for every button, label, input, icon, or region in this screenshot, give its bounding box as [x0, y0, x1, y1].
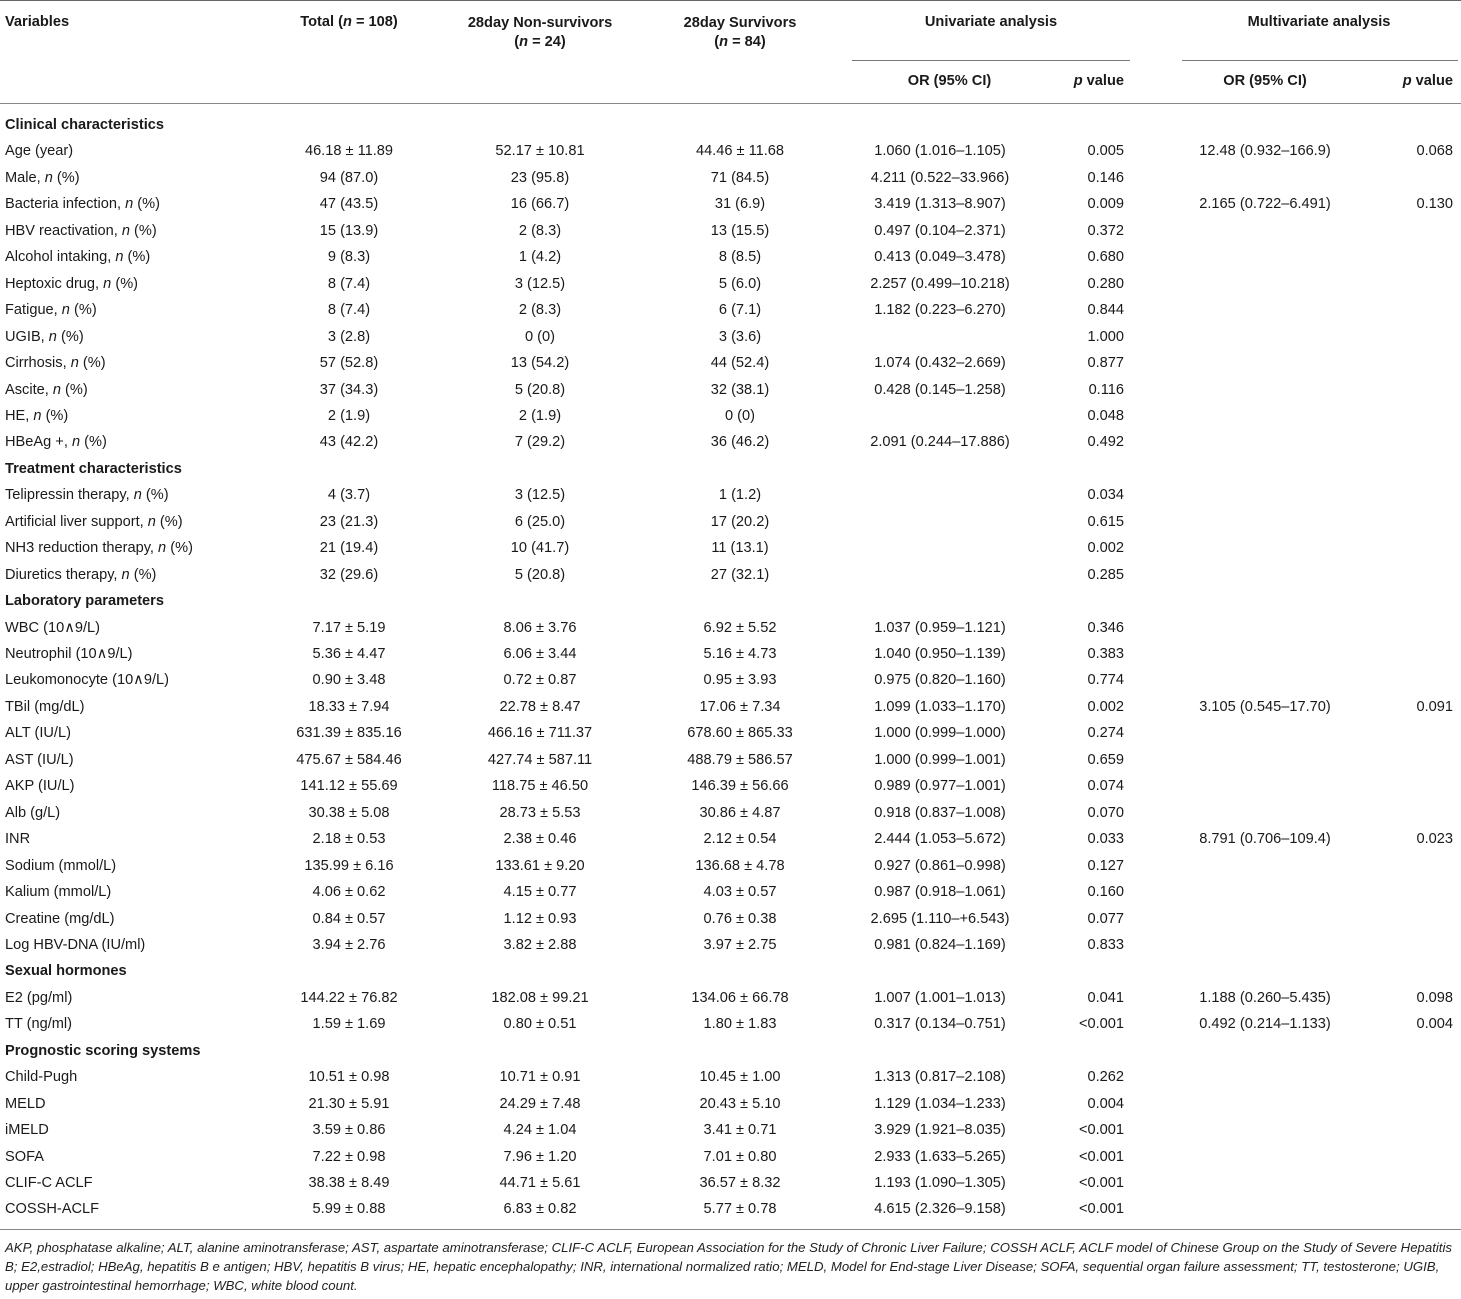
- univariate-p-cell: 0.346: [1087, 619, 1124, 636]
- variable-cell: iMELD: [5, 1122, 49, 1139]
- univariate-or-cell: 1.007 (1.001–1.013): [874, 989, 1006, 1006]
- section-heading: Prognostic scoring systems: [5, 1042, 201, 1059]
- table-footnote: AKP, phosphatase alkaline; ALT, alanine aminotransferase; AST, aspartate aminotransferase; CLIF-C ACLF, European Association for the Study of Chronic Liver Failure; COSSH ACLF, ACLF model of Chinese Group on the Study of Severe Hepatitis B; E2,estradiol; HBeAg, hepatitis B e antigen; HBV, hepatitis B virus; HE, hepatic encephalopathy; INR, international normalized ratio; MELD, Model for End-stage Liver Disease; SOFA, sequential organ failure assessment; TT, testosterone; UGIB, upper gastrointestinal hemorrhage; WBC, white blood count.: [5, 1240, 1452, 1293]
- univariate-p-cell: 0.033: [1087, 831, 1124, 848]
- table-row: [0, 218, 1461, 244]
- survivor-cell: 1.80 ± 1.83: [703, 1016, 777, 1033]
- total-cell: 475.67 ± 584.46: [296, 751, 402, 768]
- survivor-cell: 32 (38.1): [710, 381, 770, 398]
- survivor-cell: 5.77 ± 0.78: [703, 1201, 777, 1218]
- table-row: [0, 377, 1461, 403]
- univariate-or-cell: 1.000 (0.999–1.001): [874, 751, 1006, 768]
- total-cell: 1.59 ± 1.69: [312, 1016, 386, 1033]
- univariate-p-cell: 0.285: [1087, 566, 1124, 583]
- nonsurvivor-cell: 7 (29.2): [514, 434, 566, 451]
- survivor-cell: 8 (8.5): [718, 249, 762, 266]
- variable-cell: TT (ng/ml): [5, 1016, 73, 1033]
- univariate-or-cell: 1.037 (0.959–1.121): [874, 619, 1006, 636]
- nonsurvivor-cell: 44.71 ± 5.61: [499, 1175, 581, 1191]
- variable-cell: Leukomonocyte (10∧9/L): [5, 672, 170, 689]
- header-variables: Variables: [5, 14, 70, 30]
- univariate-p-cell: 0.077: [1087, 910, 1124, 927]
- survivor-cell: 0 (0): [724, 407, 755, 424]
- univariate-p-cell: 0.048: [1087, 407, 1124, 424]
- table-row: [0, 615, 1461, 641]
- survivor-cell: 13 (15.5): [710, 222, 770, 239]
- variable-cell: AST (IU/L): [5, 751, 74, 768]
- univariate-p-cell: 0.160: [1087, 884, 1124, 901]
- table-row: [0, 800, 1461, 826]
- table-header: [0, 0, 1461, 104]
- total-cell: 9 (8.3): [327, 249, 371, 266]
- univariate-p-cell: 0.002: [1087, 698, 1124, 715]
- variable-cell: Bacteria infection, n (%): [5, 196, 160, 213]
- table-row: [0, 906, 1461, 932]
- table-row: [0, 1170, 1461, 1196]
- multivariate-or-cell: 0.492 (0.214–1.133): [1199, 1016, 1331, 1033]
- header-multivariate-p: p value: [1402, 73, 1453, 89]
- header-nonsurvivors-line2: (n = 24): [514, 34, 566, 50]
- variable-cell: Child-Pugh: [5, 1069, 78, 1086]
- variable-cell: MELD: [5, 1095, 46, 1112]
- univariate-or-cell: 3.419 (1.313–8.907): [874, 196, 1006, 213]
- univariate-p-cell: 0.034: [1087, 487, 1124, 504]
- table-row: [0, 1196, 1461, 1222]
- total-cell: 37 (34.3): [319, 381, 379, 398]
- variable-cell: Cirrhosis, n (%): [5, 355, 106, 372]
- total-cell: 46.18 ± 11.89: [304, 143, 394, 160]
- variable-cell: Ascite, n (%): [5, 381, 88, 398]
- survivor-cell: 44 (52.4): [710, 355, 770, 372]
- nonsurvivor-cell: 466.16 ± 711.37: [487, 725, 593, 742]
- univariate-or-cell: 2.257 (0.499–10.218): [870, 275, 1010, 292]
- nonsurvivor-cell: 0.72 ± 0.87: [503, 672, 577, 689]
- table-row: [0, 350, 1461, 376]
- table-row: [0, 667, 1461, 693]
- univariate-p-cell: <0.001: [1078, 1201, 1124, 1218]
- nonsurvivor-cell: 133.61 ± 9.20: [495, 857, 585, 874]
- total-cell: 3.94 ± 2.76: [312, 936, 386, 953]
- total-cell: 57 (52.8): [319, 355, 379, 372]
- nonsurvivor-cell: 2 (8.3): [518, 222, 562, 239]
- variable-cell: HBeAg +, n (%): [5, 434, 107, 451]
- total-cell: 2 (1.9): [327, 407, 371, 424]
- univariate-p-cell: <0.001: [1078, 1016, 1124, 1033]
- variable-cell: ALT (IU/L): [5, 725, 71, 742]
- univariate-p-cell: <0.001: [1078, 1148, 1124, 1165]
- variable-cell: Kalium (mmol/L): [5, 884, 112, 901]
- univariate-p-cell: 0.074: [1087, 778, 1124, 795]
- survivor-cell: 36.57 ± 8.32: [699, 1175, 781, 1191]
- section-heading: Clinical characteristics: [5, 117, 164, 133]
- nonsurvivor-cell: 13 (54.2): [510, 355, 570, 372]
- univariate-or-cell: 2.444 (1.053–5.672): [874, 831, 1006, 848]
- multivariate-or-cell: 3.105 (0.545–17.70): [1199, 698, 1331, 715]
- total-cell: 4.06 ± 0.62: [312, 884, 386, 901]
- nonsurvivor-cell: 6.06 ± 3.44: [503, 646, 577, 662]
- total-cell: 3.59 ± 0.86: [312, 1122, 386, 1139]
- nonsurvivor-cell: 2.38 ± 0.46: [503, 831, 577, 848]
- multivariate-p-cell: 0.023: [1416, 831, 1453, 848]
- table-row: [0, 165, 1461, 191]
- nonsurvivor-cell: 22.78 ± 8.47: [499, 698, 581, 715]
- variable-cell: Neutrophil (10∧9/L): [5, 646, 133, 662]
- total-cell: 135.99 ± 6.16: [304, 857, 394, 874]
- univariate-or-cell: 2.695 (1.110–+6.543): [870, 910, 1010, 927]
- univariate-or-cell: 1.129 (1.034–1.233): [874, 1095, 1006, 1112]
- univariate-p-cell: <0.001: [1078, 1175, 1124, 1191]
- univariate-or-cell: 0.975 (0.820–1.160): [874, 672, 1006, 689]
- variable-cell: COSSH-ACLF: [5, 1201, 100, 1218]
- survivor-cell: 0.95 ± 3.93: [703, 672, 777, 689]
- univariate-p-cell: 1.000: [1087, 328, 1124, 345]
- table-row: [0, 271, 1461, 297]
- total-cell: 4 (3.7): [327, 487, 371, 504]
- variable-cell: Heptoxic drug, n (%): [5, 275, 139, 292]
- univariate-or-cell: 0.428 (0.145–1.258): [874, 381, 1006, 398]
- univariate-p-cell: 0.004: [1087, 1095, 1124, 1112]
- univariate-p-cell: 0.492: [1087, 434, 1124, 451]
- univariate-p-cell: 0.116: [1088, 381, 1124, 398]
- univariate-or-cell: 4.211 (0.522–33.966): [870, 169, 1010, 186]
- total-cell: 47 (43.5): [319, 196, 379, 213]
- table-row: [0, 297, 1461, 323]
- variable-cell: Sodium (mmol/L): [5, 857, 117, 874]
- survivor-cell: 3.41 ± 0.71: [703, 1122, 777, 1139]
- univariate-p-cell: 0.127: [1087, 857, 1124, 874]
- table-row: [0, 747, 1461, 773]
- variable-cell: Male, n (%): [5, 169, 80, 186]
- variable-cell: E2 (pg/ml): [5, 989, 73, 1006]
- variable-cell: INR: [5, 831, 31, 848]
- nonsurvivor-cell: 182.08 ± 99.21: [491, 989, 589, 1006]
- univariate-p-cell: 0.615: [1087, 513, 1124, 530]
- total-cell: 141.12 ± 55.69: [300, 778, 398, 795]
- section-heading: Treatment characteristics: [5, 460, 182, 477]
- nonsurvivor-cell: 4.24 ± 1.04: [503, 1122, 577, 1139]
- survivor-cell: 4.03 ± 0.57: [703, 884, 777, 901]
- total-cell: 2.18 ± 0.53: [312, 831, 386, 848]
- nonsurvivor-cell: 28.73 ± 5.53: [499, 804, 581, 821]
- univariate-p-cell: 0.146: [1087, 169, 1124, 186]
- total-cell: 32 (29.6): [319, 566, 379, 583]
- survivor-cell: 0.76 ± 0.38: [703, 910, 777, 927]
- univariate-p-cell: <0.001: [1078, 1122, 1124, 1139]
- survivor-cell: 30.86 ± 4.87: [699, 804, 781, 821]
- survivor-cell: 20.43 ± 5.10: [699, 1095, 781, 1112]
- multivariate-or-cell: 2.165 (0.722–6.491): [1199, 196, 1331, 213]
- univariate-p-cell: 0.877: [1087, 355, 1124, 372]
- header-multivariate: Multivariate analysis: [1247, 14, 1391, 30]
- header-survivors-line1: 28day Survivors: [683, 15, 797, 31]
- variable-cell: SOFA: [5, 1148, 44, 1165]
- survivor-cell: 17 (20.2): [710, 513, 770, 530]
- survivor-cell: 17.06 ± 7.34: [699, 698, 781, 715]
- table-row: [0, 562, 1461, 588]
- univariate-or-cell: 0.927 (0.861–0.998): [874, 857, 1006, 874]
- total-cell: 0.90 ± 3.48: [312, 672, 386, 689]
- total-cell: 38.38 ± 8.49: [308, 1175, 390, 1191]
- total-cell: 15 (13.9): [319, 222, 379, 239]
- nonsurvivor-cell: 5 (20.8): [514, 381, 566, 398]
- table-row: [0, 482, 1461, 508]
- total-cell: 21 (19.4): [319, 540, 379, 557]
- univariate-or-cell: 1.060 (1.016–1.105): [874, 143, 1006, 160]
- table-row: [0, 694, 1461, 720]
- multivariate-or-cell: 12.48 (0.932–166.9): [1199, 143, 1331, 160]
- nonsurvivor-cell: 52.17 ± 10.81: [495, 143, 585, 160]
- survivor-cell: 31 (6.9): [714, 196, 766, 213]
- nonsurvivor-cell: 10 (41.7): [510, 540, 570, 557]
- univariate-p-cell: 0.774: [1087, 672, 1124, 689]
- survivor-cell: 44.46 ± 11.68: [695, 143, 785, 160]
- nonsurvivor-cell: 5 (20.8): [514, 566, 566, 583]
- table-row: [0, 138, 1461, 164]
- nonsurvivor-cell: 1.12 ± 0.93: [503, 910, 577, 927]
- total-cell: 21.30 ± 5.91: [308, 1095, 390, 1112]
- univariate-p-cell: 0.383: [1087, 646, 1124, 662]
- header-nonsurvivors-line1: 28day Non-survivors: [467, 15, 613, 31]
- nonsurvivor-cell: 3 (12.5): [514, 275, 566, 292]
- univariate-or-cell: 1.313 (0.817–2.108): [874, 1069, 1006, 1086]
- total-cell: 10.51 ± 0.98: [308, 1069, 390, 1086]
- variable-cell: NH3 reduction therapy, n (%): [5, 540, 193, 557]
- univariate-or-cell: 3.929 (1.921–8.035): [874, 1122, 1006, 1139]
- total-cell: 3 (2.8): [327, 328, 371, 345]
- univariate-p-cell: 0.002: [1087, 540, 1124, 557]
- survivor-cell: 146.39 ± 56.66: [691, 778, 789, 795]
- header-total: Total (n = 108): [300, 14, 398, 30]
- nonsurvivor-cell: 6 (25.0): [514, 513, 566, 530]
- univariate-p-cell: 0.070: [1087, 804, 1124, 821]
- survivor-cell: 36 (46.2): [710, 434, 770, 451]
- nonsurvivor-cell: 7.96 ± 1.20: [503, 1148, 577, 1165]
- survivor-cell: 5 (6.0): [718, 275, 762, 292]
- table-row: [0, 853, 1461, 879]
- nonsurvivor-cell: 0.80 ± 0.51: [503, 1016, 577, 1033]
- univariate-or-cell: 1.182 (0.223–6.270): [874, 302, 1006, 319]
- univariate-or-cell: 1.000 (0.999–1.000): [874, 725, 1006, 742]
- univariate-or-cell: 1.099 (1.033–1.170): [874, 698, 1006, 715]
- univariate-or-cell: 0.981 (0.824–1.169): [874, 936, 1006, 953]
- header-univariate-p: p value: [1073, 73, 1124, 89]
- header-bottom-rule: [0, 103, 1461, 104]
- univariate-p-cell: 0.833: [1087, 936, 1124, 953]
- nonsurvivor-cell: 427.74 ± 587.11: [487, 751, 593, 768]
- variable-cell: UGIB, n (%): [5, 328, 84, 345]
- total-cell: 5.99 ± 0.88: [312, 1201, 386, 1218]
- header-survivors-line2: (n = 84): [714, 34, 766, 50]
- nonsurvivor-cell: 118.75 ± 46.50: [491, 778, 589, 795]
- header-survivors: [640, 14, 840, 52]
- total-cell: 43 (42.2): [319, 434, 379, 451]
- nonsurvivor-cell: 24.29 ± 7.48: [499, 1095, 581, 1112]
- survivor-cell: 1 (1.2): [718, 487, 762, 504]
- multivariate-p-cell: 0.091: [1416, 698, 1453, 715]
- multivariate-underline: [1182, 60, 1458, 61]
- univariate-p-cell: 0.680: [1087, 249, 1124, 266]
- survivor-cell: 678.60 ± 865.33: [687, 725, 793, 742]
- univariate-or-cell: 2.091 (0.244–17.886): [870, 434, 1010, 451]
- nonsurvivor-cell: 1 (4.2): [518, 249, 562, 266]
- multivariate-or-cell: 8.791 (0.706–109.4): [1199, 831, 1331, 848]
- header-multivariate-or: OR (95% CI): [1223, 73, 1307, 89]
- survivor-cell: 6 (7.1): [718, 302, 762, 319]
- univariate-or-cell: 1.040 (0.950–1.139): [874, 646, 1006, 662]
- univariate-p-cell: 0.041: [1087, 989, 1124, 1006]
- total-cell: 94 (87.0): [319, 169, 379, 186]
- variable-cell: Fatigue, n (%): [5, 302, 97, 319]
- nonsurvivor-cell: 6.83 ± 0.82: [503, 1201, 577, 1218]
- total-cell: 144.22 ± 76.82: [300, 989, 398, 1006]
- univariate-p-cell: 0.009: [1087, 196, 1124, 213]
- table-row: [0, 1144, 1461, 1170]
- variable-cell: Artificial liver support, n (%): [5, 513, 183, 530]
- univariate-or-cell: 0.497 (0.104–2.371): [874, 222, 1006, 239]
- survivor-cell: 488.79 ± 586.57: [687, 751, 793, 768]
- section-heading: Laboratory parameters: [5, 593, 164, 610]
- variable-cell: Log HBV-DNA (IU/ml): [5, 936, 146, 953]
- table-row: [0, 244, 1461, 270]
- survivor-cell: 134.06 ± 66.78: [691, 989, 789, 1006]
- survivor-cell: 3 (3.6): [718, 328, 762, 345]
- univariate-p-cell: 0.274: [1087, 725, 1124, 742]
- univariate-p-cell: 0.659: [1087, 751, 1124, 768]
- table-row: [0, 1091, 1461, 1117]
- total-cell: 8 (7.4): [327, 302, 371, 319]
- variable-cell: CLIF-C ACLF: [5, 1175, 93, 1191]
- table-row: [0, 826, 1461, 852]
- multivariate-p-cell: 0.004: [1416, 1016, 1453, 1033]
- total-cell: 5.36 ± 4.47: [312, 646, 386, 662]
- univariate-p-cell: 0.280: [1087, 275, 1124, 292]
- table-row: [0, 720, 1461, 746]
- nonsurvivor-cell: 0 (0): [524, 328, 555, 345]
- univariate-or-cell: 2.933 (1.633–5.265): [874, 1148, 1006, 1165]
- nonsurvivor-cell: 8.06 ± 3.76: [503, 619, 577, 636]
- nonsurvivor-cell: 10.71 ± 0.91: [499, 1069, 581, 1086]
- univariate-or-cell: 0.987 (0.918–1.061): [874, 884, 1006, 901]
- header-nonsurvivors: [440, 14, 640, 52]
- univariate-p-cell: 0.844: [1087, 302, 1124, 319]
- total-cell: 18.33 ± 7.94: [308, 698, 390, 715]
- survivor-cell: 136.68 ± 4.78: [695, 857, 785, 874]
- variable-cell: HE, n (%): [5, 407, 69, 424]
- univariate-underline: [852, 60, 1130, 61]
- header-univariate: Univariate analysis: [924, 14, 1058, 30]
- total-cell: 30.38 ± 5.08: [308, 804, 390, 821]
- survivor-cell: 71 (84.5): [710, 169, 770, 186]
- variable-cell: TBil (mg/dL): [5, 698, 85, 715]
- table-bottom-rule: [0, 1229, 1461, 1230]
- multivariate-p-cell: 0.098: [1416, 989, 1453, 1006]
- survivor-cell: 6.92 ± 5.52: [703, 619, 777, 636]
- table-row: [0, 324, 1461, 350]
- survivor-cell: 7.01 ± 0.80: [703, 1148, 777, 1165]
- nonsurvivor-cell: 16 (66.7): [510, 196, 570, 213]
- univariate-or-cell: 0.317 (0.134–0.751): [874, 1016, 1006, 1033]
- variable-cell: Age (year): [5, 143, 74, 160]
- nonsurvivor-cell: 2 (1.9): [518, 407, 562, 424]
- survivor-cell: 10.45 ± 1.00: [699, 1069, 781, 1086]
- survivor-cell: 2.12 ± 0.54: [703, 831, 777, 848]
- table-row: [0, 509, 1461, 535]
- survivor-cell: 27 (32.1): [710, 566, 770, 583]
- univariate-p-cell: 0.262: [1087, 1069, 1124, 1086]
- total-cell: 23 (21.3): [319, 513, 379, 530]
- table-row: [0, 403, 1461, 429]
- section-heading: Sexual hormones: [5, 963, 127, 980]
- total-cell: 7.17 ± 5.19: [312, 619, 386, 636]
- total-cell: 8 (7.4): [327, 275, 371, 292]
- univariate-p-cell: 0.005: [1087, 143, 1124, 160]
- table-row: [0, 1117, 1461, 1143]
- variable-cell: Alcohol intaking, n (%): [5, 249, 151, 266]
- univariate-or-cell: 1.074 (0.432–2.669): [874, 355, 1006, 372]
- table-row: [0, 1011, 1461, 1037]
- total-cell: 0.84 ± 0.57: [312, 910, 386, 927]
- table-row: [0, 879, 1461, 905]
- multivariate-p-cell: 0.068: [1416, 143, 1453, 160]
- variable-cell: HBV reactivation, n (%): [5, 222, 157, 239]
- nonsurvivor-cell: 3.82 ± 2.88: [503, 936, 577, 953]
- univariate-p-cell: 0.372: [1087, 222, 1124, 239]
- univariate-or-cell: 0.989 (0.977–1.001): [874, 778, 1006, 795]
- multivariate-or-cell: 1.188 (0.260–5.435): [1199, 989, 1331, 1006]
- table-row: [0, 535, 1461, 561]
- table-row: [0, 429, 1461, 455]
- total-cell: 7.22 ± 0.98: [312, 1148, 386, 1165]
- univariate-or-cell: 4.615 (2.326–9.158): [874, 1201, 1006, 1218]
- table-row: [0, 932, 1461, 958]
- table-row: [0, 773, 1461, 799]
- table-row: [0, 191, 1461, 217]
- variable-cell: Creatine (mg/dL): [5, 910, 115, 927]
- header-univariate-or: OR (95% CI): [907, 73, 992, 89]
- survivor-cell: 5.16 ± 4.73: [703, 646, 777, 662]
- multivariate-p-cell: 0.130: [1416, 196, 1453, 213]
- nonsurvivor-cell: 23 (95.8): [510, 169, 570, 186]
- table-row: [0, 985, 1461, 1011]
- table-row: [0, 1064, 1461, 1090]
- univariate-or-cell: 0.918 (0.837–1.008): [874, 804, 1006, 821]
- total-cell: 631.39 ± 835.16: [296, 725, 402, 742]
- nonsurvivor-cell: 3 (12.5): [514, 487, 566, 504]
- variable-cell: AKP (IU/L): [5, 778, 75, 795]
- nonsurvivor-cell: 2 (8.3): [518, 302, 562, 319]
- variable-cell: WBC (10∧9/L): [5, 619, 101, 636]
- table-row: [0, 641, 1461, 667]
- univariate-or-cell: 1.193 (1.090–1.305): [874, 1175, 1006, 1191]
- variable-cell: Telipressin therapy, n (%): [5, 487, 169, 504]
- survivor-cell: 3.97 ± 2.75: [703, 936, 777, 953]
- variable-cell: Diuretics therapy, n (%): [5, 566, 157, 583]
- variable-cell: Alb (g/L): [5, 804, 61, 821]
- univariate-or-cell: 0.413 (0.049–3.478): [874, 249, 1006, 266]
- survivor-cell: 11 (13.1): [711, 540, 769, 557]
- nonsurvivor-cell: 4.15 ± 0.77: [503, 884, 577, 901]
